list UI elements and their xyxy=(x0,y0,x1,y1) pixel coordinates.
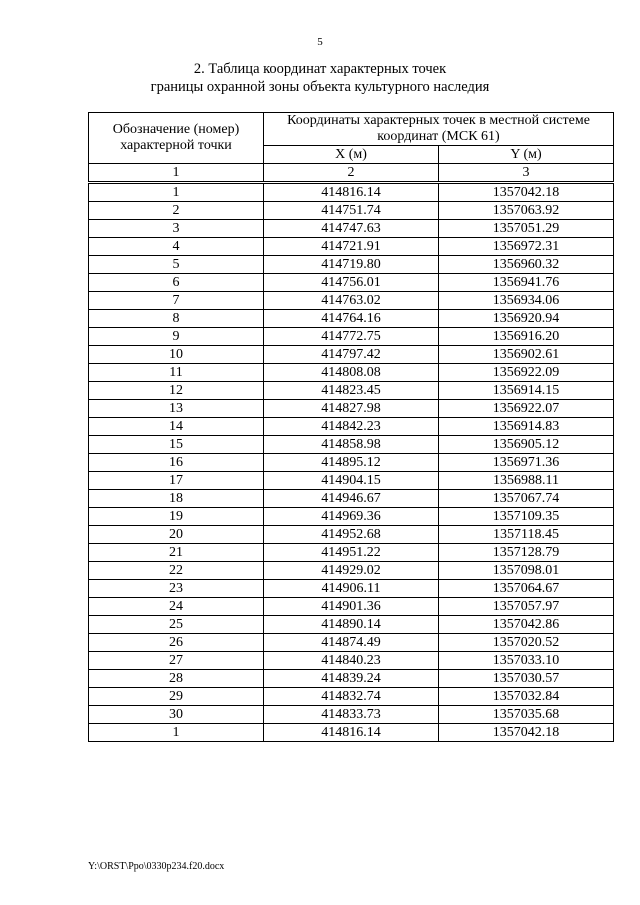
x-coordinate-cell: 414816.14 xyxy=(264,183,439,202)
column-number-3: 3 xyxy=(439,164,614,183)
y-coordinate-cell: 1357063.92 xyxy=(439,202,614,220)
x-coordinate-cell: 414816.14 xyxy=(264,724,439,742)
x-coordinate-cell: 414951.22 xyxy=(264,544,439,562)
table-row xyxy=(89,580,614,598)
table-row xyxy=(89,634,614,652)
table-row xyxy=(89,183,614,202)
table-row xyxy=(89,418,614,436)
y-coordinate-cell: 1356902.61 xyxy=(439,346,614,364)
y-coordinate-cell: 1356934.06 xyxy=(439,292,614,310)
point-id-cell: 10 xyxy=(89,346,264,364)
table-row xyxy=(89,292,614,310)
point-id-cell: 3 xyxy=(89,220,264,238)
x-coordinate-cell: 414797.42 xyxy=(264,346,439,364)
page-number: 5 xyxy=(317,36,323,48)
table-row xyxy=(89,274,614,292)
y-coordinate-cell: 1356914.83 xyxy=(439,418,614,436)
y-coordinate-cell: 1356960.32 xyxy=(439,256,614,274)
point-id-cell: 30 xyxy=(89,706,264,724)
y-coordinate-cell: 1357098.01 xyxy=(439,562,614,580)
x-coordinate-cell: 414721.91 xyxy=(264,238,439,256)
point-id-cell: 27 xyxy=(89,652,264,670)
table-title-line-1: 2. Таблица координат характерных точек xyxy=(193,61,447,77)
y-coordinate-cell: 1357128.79 xyxy=(439,544,614,562)
x-coordinate-cell: 414827.98 xyxy=(264,400,439,418)
y-coordinate-cell: 1357032.84 xyxy=(439,688,614,706)
y-coordinate-cell: 1357051.29 xyxy=(439,220,614,238)
table-row xyxy=(89,526,614,544)
point-id-cell: 9 xyxy=(89,328,264,346)
table-row xyxy=(89,472,614,490)
y-coordinate-cell: 1357020.52 xyxy=(439,634,614,652)
y-coordinate-cell: 1357030.57 xyxy=(439,670,614,688)
table-body xyxy=(89,183,614,742)
point-id-cell: 19 xyxy=(89,508,264,526)
point-id-cell: 6 xyxy=(89,274,264,292)
point-id-cell: 21 xyxy=(89,544,264,562)
y-coordinate-cell: 1356988.11 xyxy=(439,472,614,490)
coordinates-table xyxy=(88,112,614,742)
table-row xyxy=(89,382,614,400)
point-id-cell: 17 xyxy=(89,472,264,490)
y-coordinate-cell: 1357042.86 xyxy=(439,616,614,634)
point-id-cell: 5 xyxy=(89,256,264,274)
table-row xyxy=(89,616,614,634)
y-coordinate-cell: 1357033.10 xyxy=(439,652,614,670)
x-coordinate-cell: 414840.23 xyxy=(264,652,439,670)
y-coordinate-cell: 1356914.15 xyxy=(439,382,614,400)
table-row xyxy=(89,490,614,508)
x-coordinate-cell: 414952.68 xyxy=(264,526,439,544)
x-coordinate-cell: 414823.45 xyxy=(264,382,439,400)
table-row xyxy=(89,364,614,382)
x-coordinate-cell: 414808.08 xyxy=(264,364,439,382)
y-coordinate-cell: 1357118.45 xyxy=(439,526,614,544)
y-coordinate-cell: 1357042.18 xyxy=(439,183,614,202)
y-coordinate-cell: 1357042.18 xyxy=(439,724,614,742)
y-coordinate-cell: 1356916.20 xyxy=(439,328,614,346)
point-id-cell: 23 xyxy=(89,580,264,598)
x-coordinate-cell: 414719.80 xyxy=(264,256,439,274)
y-coordinate-cell: 1356905.12 xyxy=(439,436,614,454)
x-coordinate-cell: 414929.02 xyxy=(264,562,439,580)
point-id-cell: 15 xyxy=(89,436,264,454)
point-id-cell: 4 xyxy=(89,238,264,256)
y-coordinate-cell: 1357064.67 xyxy=(439,580,614,598)
table-row xyxy=(89,724,614,742)
x-coordinate-cell: 414763.02 xyxy=(264,292,439,310)
table-row xyxy=(89,598,614,616)
y-coordinate-cell: 1357067.74 xyxy=(439,490,614,508)
point-id-cell: 16 xyxy=(89,454,264,472)
header-x: X (м) xyxy=(264,146,439,164)
table-row xyxy=(89,688,614,706)
point-id-cell: 29 xyxy=(89,688,264,706)
x-coordinate-cell: 414858.98 xyxy=(264,436,439,454)
table-row xyxy=(89,652,614,670)
point-id-cell: 20 xyxy=(89,526,264,544)
point-id-cell: 14 xyxy=(89,418,264,436)
point-id-cell: 1 xyxy=(89,724,264,742)
x-coordinate-cell: 414874.49 xyxy=(264,634,439,652)
header-coordinates: Координаты характерных точек в местной системе координат (МСК 61) xyxy=(264,113,614,146)
point-id-cell: 24 xyxy=(89,598,264,616)
table-title xyxy=(0,60,640,96)
x-coordinate-cell: 414842.23 xyxy=(264,418,439,436)
table-row xyxy=(89,670,614,688)
x-coordinate-cell: 414751.74 xyxy=(264,202,439,220)
point-id-cell: 13 xyxy=(89,400,264,418)
x-coordinate-cell: 414832.74 xyxy=(264,688,439,706)
x-coordinate-cell: 414906.11 xyxy=(264,580,439,598)
table-row xyxy=(89,454,614,472)
table-row xyxy=(89,238,614,256)
table-row xyxy=(89,220,614,238)
column-number-2: 2 xyxy=(264,164,439,183)
y-coordinate-cell: 1356922.09 xyxy=(439,364,614,382)
x-coordinate-cell: 414969.36 xyxy=(264,508,439,526)
header-y: Y (м) xyxy=(439,146,614,164)
header-point-id: Обозначение (номер) характерной точки xyxy=(89,113,264,164)
table-row xyxy=(89,346,614,364)
y-coordinate-cell: 1357057.97 xyxy=(439,598,614,616)
y-coordinate-cell: 1357109.35 xyxy=(439,508,614,526)
x-coordinate-cell: 414764.16 xyxy=(264,310,439,328)
y-coordinate-cell: 1356922.07 xyxy=(439,400,614,418)
table-row xyxy=(89,436,614,454)
x-coordinate-cell: 414901.36 xyxy=(264,598,439,616)
y-coordinate-cell: 1356971.36 xyxy=(439,454,614,472)
footer-file-path: Y:\ORST\Ppo\0330p234.f20.docx xyxy=(88,861,225,872)
table-row xyxy=(89,508,614,526)
table-row xyxy=(89,706,614,724)
table-row xyxy=(89,202,614,220)
point-id-cell: 26 xyxy=(89,634,264,652)
x-coordinate-cell: 414772.75 xyxy=(264,328,439,346)
point-id-cell: 18 xyxy=(89,490,264,508)
x-coordinate-cell: 414890.14 xyxy=(264,616,439,634)
y-coordinate-cell: 1356941.76 xyxy=(439,274,614,292)
table-row xyxy=(89,544,614,562)
point-id-cell: 2 xyxy=(89,202,264,220)
x-coordinate-cell: 414756.01 xyxy=(264,274,439,292)
table-title-line-2: границы охранной зоны объекта культурного наследия xyxy=(150,79,490,95)
column-number-1: 1 xyxy=(89,164,264,183)
table-row xyxy=(89,310,614,328)
x-coordinate-cell: 414833.73 xyxy=(264,706,439,724)
x-coordinate-cell: 414839.24 xyxy=(264,670,439,688)
x-coordinate-cell: 414946.67 xyxy=(264,490,439,508)
point-id-cell: 7 xyxy=(89,292,264,310)
point-id-cell: 12 xyxy=(89,382,264,400)
point-id-cell: 22 xyxy=(89,562,264,580)
x-coordinate-cell: 414904.15 xyxy=(264,472,439,490)
y-coordinate-cell: 1356972.31 xyxy=(439,238,614,256)
point-id-cell: 11 xyxy=(89,364,264,382)
y-coordinate-cell: 1357035.68 xyxy=(439,706,614,724)
point-id-cell: 28 xyxy=(89,670,264,688)
x-coordinate-cell: 414747.63 xyxy=(264,220,439,238)
table-row xyxy=(89,256,614,274)
y-coordinate-cell: 1356920.94 xyxy=(439,310,614,328)
point-id-cell: 8 xyxy=(89,310,264,328)
x-coordinate-cell: 414895.12 xyxy=(264,454,439,472)
table-row xyxy=(89,400,614,418)
table-row xyxy=(89,328,614,346)
point-id-cell: 1 xyxy=(89,183,264,202)
table-row xyxy=(89,562,614,580)
point-id-cell: 25 xyxy=(89,616,264,634)
